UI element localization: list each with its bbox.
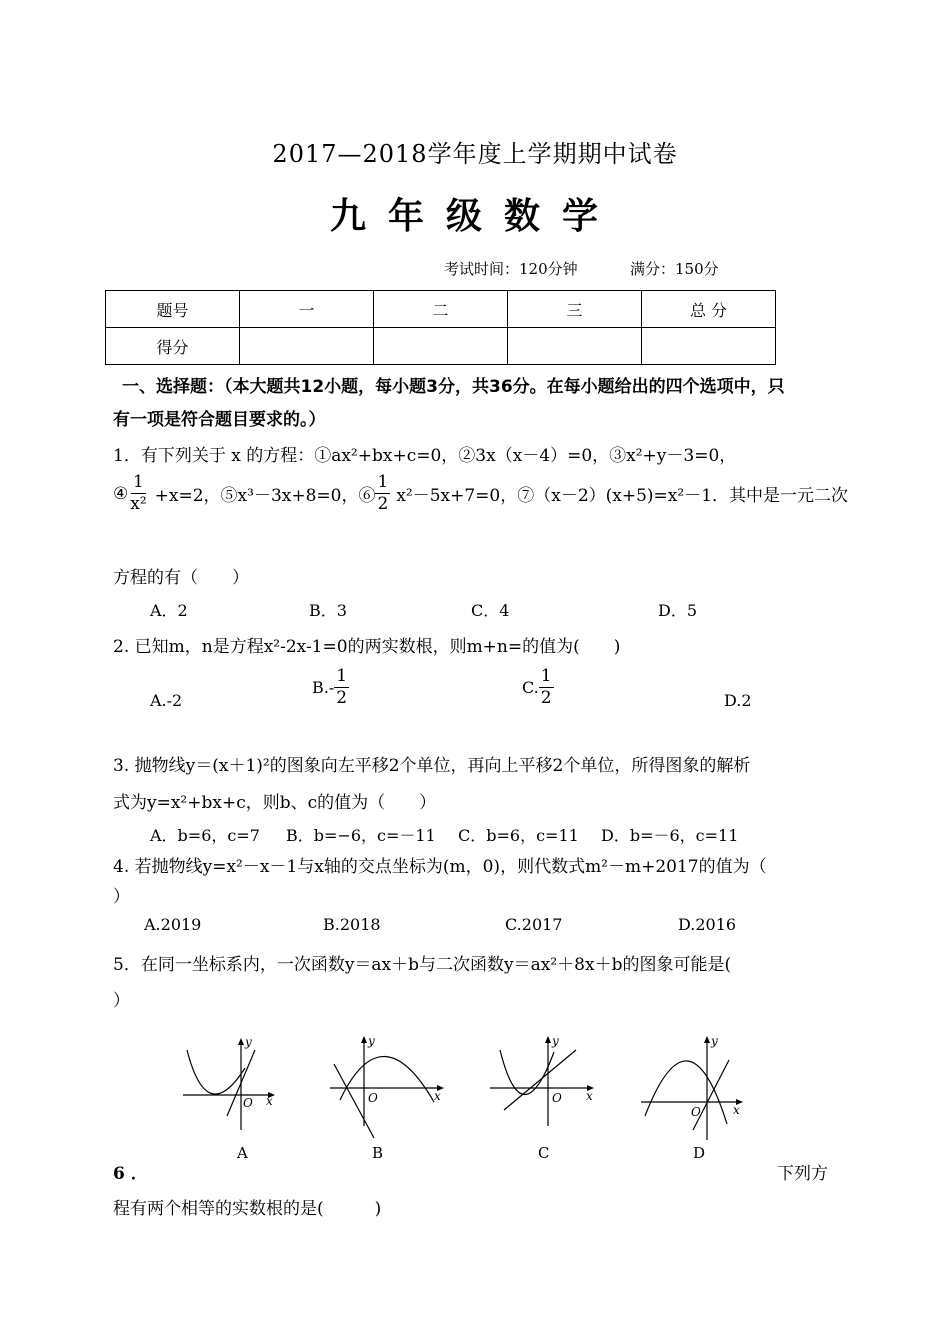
exam-time: 考试时间：120分钟	[444, 260, 578, 278]
score-field[interactable]	[642, 328, 776, 365]
origin-label: O	[552, 1091, 562, 1105]
table-row	[106, 291, 776, 328]
fraction-numerator: 1	[377, 472, 389, 492]
table-cell: 二	[374, 291, 508, 328]
section-heading: 一、选择题：（本大题共12小题，每小题3分，共36分。在每小题给出的四个选项中，只	[122, 377, 785, 397]
graph-label: A	[237, 1144, 248, 1162]
option-c[interactable]: C．4	[471, 601, 510, 620]
option-c[interactable]	[522, 668, 554, 707]
score-table	[105, 290, 776, 365]
question-5-line-1: 5．在同一坐标系内，一次函数y＝ax＋b与二次函数y＝ax²＋8x＋b的图象可能是(	[113, 955, 732, 975]
fraction-numerator: 1	[336, 666, 348, 686]
graph-a[interactable]	[175, 1030, 285, 1175]
question-5-line-2: ）	[113, 991, 130, 1011]
fraction	[539, 668, 554, 707]
section-heading-cont: 有一项是符合题目要求的。）	[113, 410, 326, 430]
fraction-denominator: x²	[130, 494, 147, 514]
subject-title: 九年级数学	[329, 196, 620, 237]
line	[693, 1060, 729, 1130]
graph-d[interactable]	[633, 1030, 753, 1175]
option-a[interactable]: A.2019	[144, 915, 202, 934]
option-c[interactable]: C.2017	[505, 915, 563, 934]
y-label: y	[552, 1034, 559, 1048]
question-1-text: x²－5x+7=0，⑦（x－2）(x+5)=x²－1．其中是一元二次	[396, 486, 849, 506]
y-axis-arrow	[545, 1036, 551, 1043]
option-a[interactable]: A.-2	[150, 691, 183, 710]
table-cell: 总 分	[642, 291, 776, 328]
option-c[interactable]: C．b=6，c=11	[458, 826, 579, 845]
x-label: x	[434, 1089, 441, 1103]
graph-label: C	[538, 1144, 550, 1162]
fraction-numerator: 1	[540, 666, 552, 686]
table-cell: 得分	[106, 328, 240, 365]
parabola	[645, 1061, 727, 1124]
origin-label: O	[691, 1105, 701, 1119]
option-b[interactable]: B．3	[309, 601, 347, 620]
score-field[interactable]	[508, 328, 642, 365]
x-label: x	[733, 1103, 740, 1117]
option-a[interactable]: A．2	[150, 601, 188, 620]
fraction-denominator: 2	[336, 688, 348, 708]
table-cell: 三	[508, 291, 642, 328]
option-b-label: B.-	[312, 678, 335, 697]
table-cell: 一	[240, 291, 374, 328]
question-4-line-2: ）	[113, 887, 130, 907]
graph-c[interactable]	[482, 1030, 602, 1175]
origin-label: O	[368, 1091, 378, 1105]
exam-title: 2017—2018学年度上学期期中试卷	[272, 140, 678, 168]
question-1-line-2	[113, 474, 848, 513]
parabola	[340, 1056, 434, 1102]
parabola	[187, 1050, 245, 1094]
question-3-line-2: 式为y=x²+bx+c，则b、c的值为（ ）	[113, 793, 437, 813]
option-b[interactable]: B．b=−6，c=－11	[286, 826, 436, 845]
question-6-line-2: 程有两个相等的实数根的是( )	[113, 1199, 382, 1219]
fraction	[128, 474, 148, 513]
table-cell: 题号	[106, 291, 240, 328]
question-1-line-3: 方程的有（ ）	[113, 568, 249, 588]
graph-label: B	[372, 1144, 384, 1162]
question-4-line-1: 4. 若抛物线y=x²－x－1与x轴的交点坐标为(m，0)，则代数式m²－m+2017的值为（	[113, 857, 767, 877]
full-score: 满分：150分	[630, 260, 719, 278]
question-1-line-1: 1．有下列关于 x 的方程：①ax²+bx+c=0，②3x（x－4）=0，③x²+y－3=0，	[113, 446, 737, 466]
y-label: y	[368, 1034, 375, 1048]
option-d[interactable]: D.2	[724, 691, 752, 710]
fraction	[334, 668, 349, 707]
origin-label: O	[243, 1096, 253, 1110]
table-row	[106, 328, 776, 365]
question-6-text: 下列方	[777, 1164, 828, 1184]
score-field[interactable]	[374, 328, 508, 365]
y-axis-arrow	[238, 1038, 244, 1045]
option-d[interactable]: D.2016	[678, 915, 737, 934]
option-b[interactable]	[312, 668, 349, 707]
question-6-number: 6 ．	[113, 1164, 148, 1184]
fraction-denominator: 2	[540, 688, 552, 708]
y-axis-arrow	[704, 1036, 710, 1043]
fraction-numerator: 1	[133, 472, 144, 492]
x-label: x	[586, 1089, 593, 1103]
question-1-text: +x=2，⑤x³－3x+8=0，⑥	[154, 486, 376, 506]
line	[504, 1050, 576, 1110]
circled-number: ④	[113, 483, 129, 504]
y-label: y	[711, 1034, 718, 1048]
option-c-label: C.	[522, 678, 539, 697]
option-d[interactable]: D．b=－6，c=11	[601, 826, 739, 845]
score-field[interactable]	[240, 328, 374, 365]
fraction-denominator: 2	[377, 494, 389, 514]
graph-label: D	[693, 1144, 706, 1162]
question-3-line-1: 3. 抛物线y＝(x＋1)²的图象向左平移2个单位，再向上平移2个单位，所得图象的解析	[113, 756, 751, 776]
option-a[interactable]: A．b=6，c=7	[150, 826, 260, 845]
option-b[interactable]: B.2018	[323, 915, 381, 934]
question-2-stem: 2. 已知m，n是方程x²-2x-1=0的两实数根，则m+n=的值为( )	[113, 637, 621, 657]
option-d[interactable]: D．5	[658, 601, 698, 620]
fraction	[375, 474, 390, 513]
x-label: x	[266, 1094, 273, 1108]
y-axis-arrow	[361, 1036, 367, 1043]
y-label: y	[245, 1035, 252, 1049]
graph-b[interactable]	[322, 1030, 452, 1175]
